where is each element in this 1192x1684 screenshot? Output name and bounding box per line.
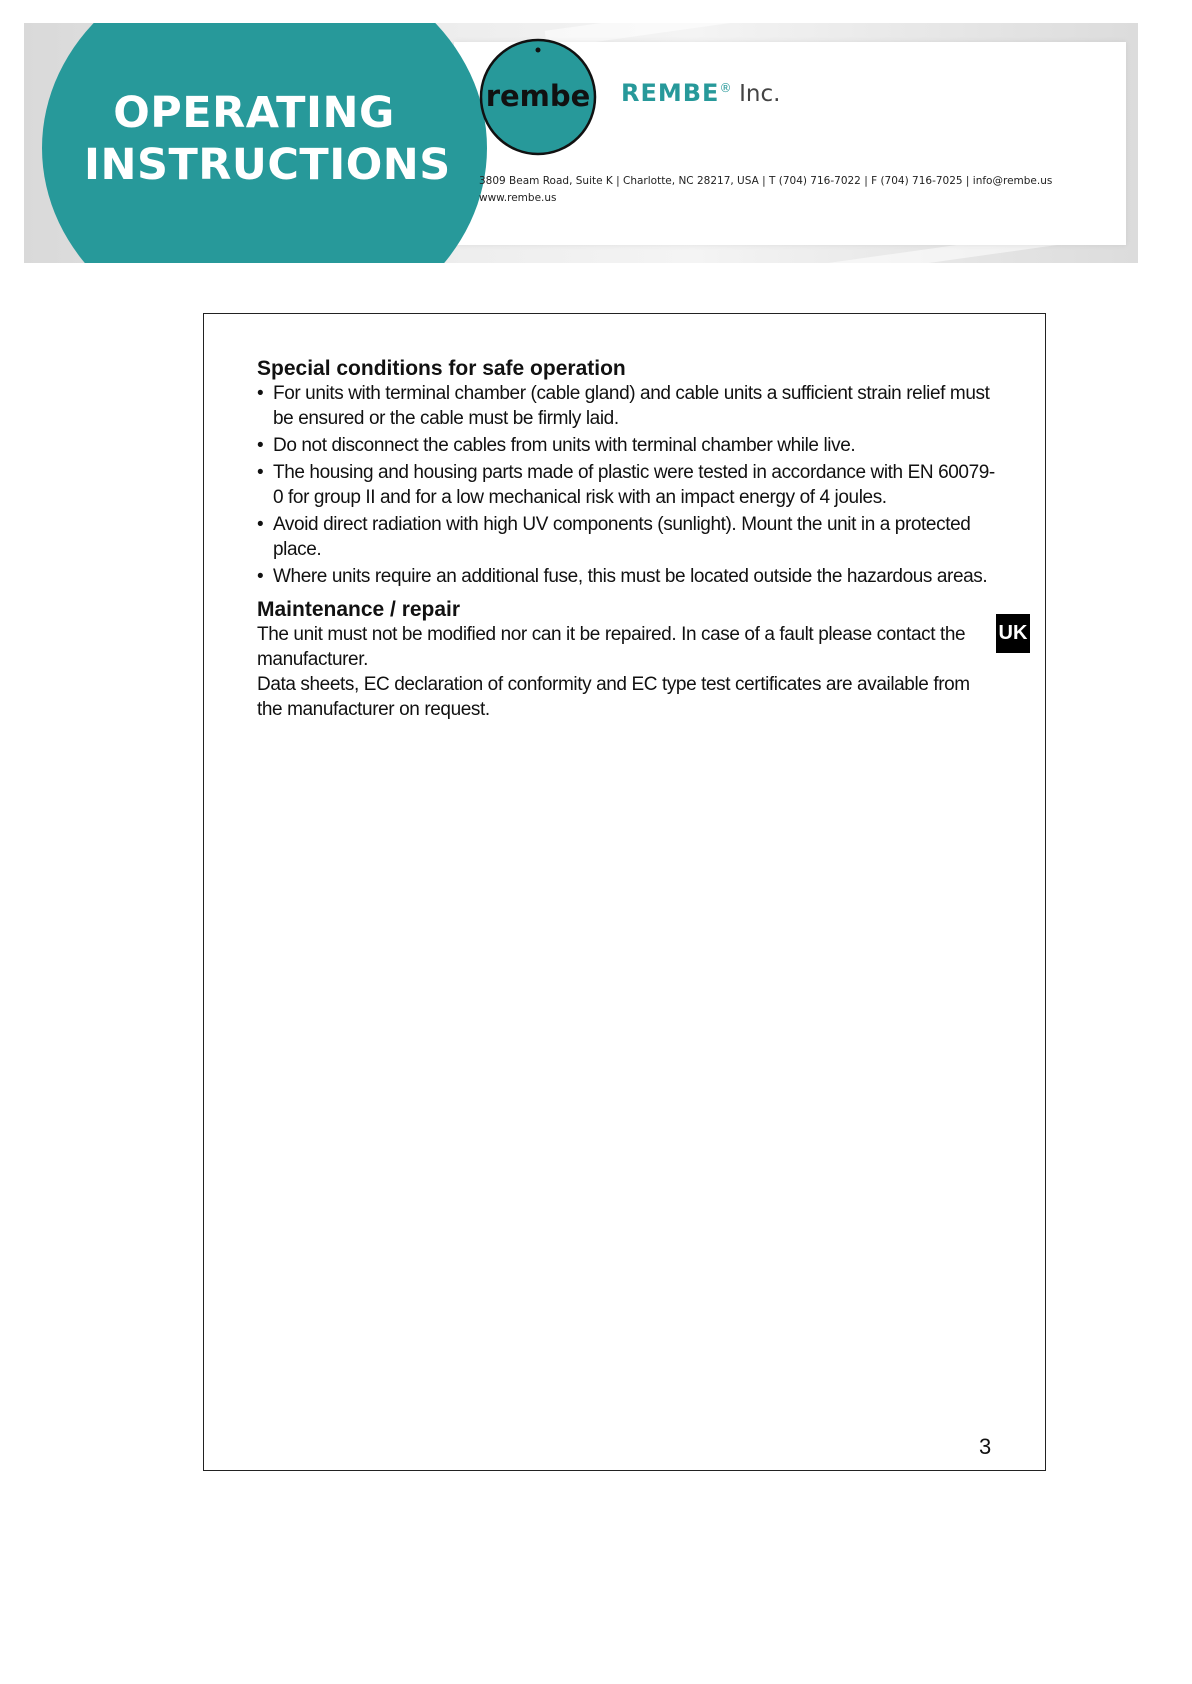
list-item: • Do not disconnect the cables from units with terminal chamber while live. bbox=[257, 433, 997, 458]
company-address bbox=[479, 173, 1052, 207]
logo-text: rembe bbox=[485, 79, 591, 113]
address-line: 3809 Beam Road, Suite K | Charlotte, NC 28217, USA | T (704) 716-7022 | F (704) 716-7025 | info@rembe.us bbox=[479, 175, 1053, 187]
content-frame bbox=[203, 313, 1046, 1471]
brand-name: REMBE® Inc. bbox=[621, 79, 781, 107]
content-body bbox=[257, 356, 997, 722]
document-title: OPERATING INSTRUCTIONS bbox=[84, 88, 451, 190]
rembe-logo-icon bbox=[479, 38, 597, 156]
safe-operation-list bbox=[257, 381, 997, 589]
datasheet-paragraph: Data sheets, EC declaration of conformity and EC type test certificates are available from the manufacturer on request. bbox=[257, 674, 970, 720]
list-item: • The housing and housing parts made of plastic were tested in accordance with EN 60079-0 for group II and for a low mechanical risk with an impact energy of 4 joules. bbox=[257, 460, 997, 510]
list-item: • Avoid direct radiation with high UV components (sunlight). Mount the unit in a protected place. bbox=[257, 512, 997, 562]
section-heading-maintenance: Maintenance / repair bbox=[257, 598, 461, 621]
language-badge: UK bbox=[996, 614, 1030, 653]
list-item: • For units with terminal chamber (cable gland) and cable units a sufficient strain relief must be ensured or the cable must be firmly laid. bbox=[257, 381, 997, 431]
maintenance-paragraph: The unit must not be modified nor can it be repaired. In case of a fault please contact the manufacturer. bbox=[257, 624, 966, 670]
list-item: • Where units require an additional fuse, this must be located outside the hazardous areas. bbox=[257, 564, 997, 589]
page-number: 3 bbox=[979, 1434, 992, 1459]
website-link[interactable]: www.rembe.us bbox=[479, 192, 557, 204]
section-heading-safe-operation: Special conditions for safe operation bbox=[257, 357, 626, 380]
